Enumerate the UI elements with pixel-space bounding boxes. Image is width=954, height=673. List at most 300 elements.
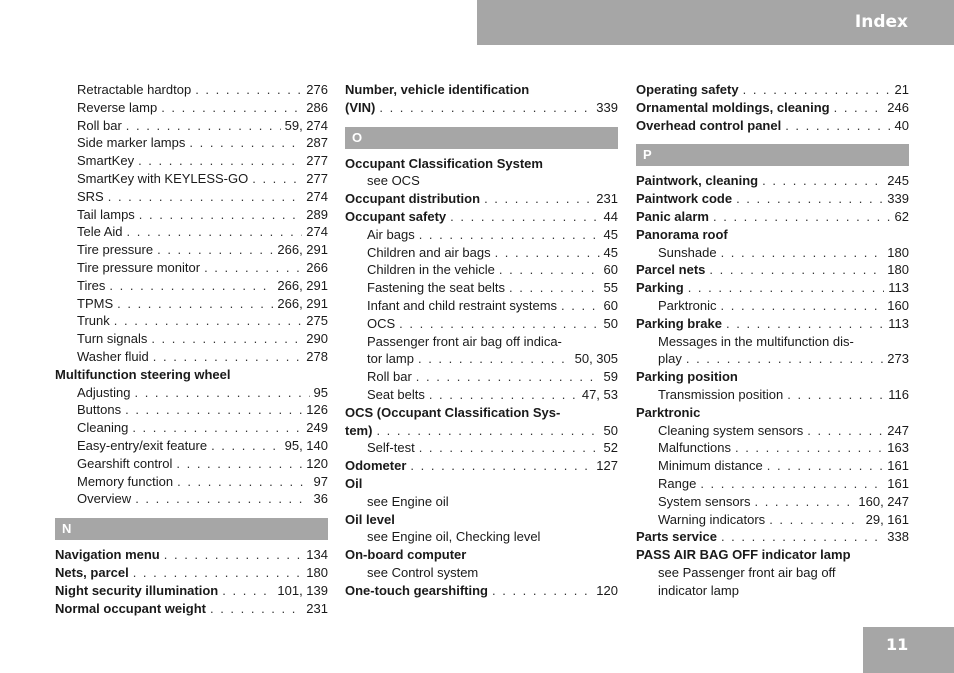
dot-leader: [416, 368, 600, 386]
index-term: Fastening the seat belts: [367, 280, 506, 296]
dot-leader: [419, 439, 600, 457]
page-reference: 273: [887, 351, 909, 367]
page-reference: 60: [603, 262, 618, 278]
index-entry: [345, 386, 618, 404]
dot-leader: [399, 315, 599, 333]
dot-leader: [419, 226, 600, 244]
index-column-2: [345, 81, 618, 600]
entry-list: [636, 81, 909, 134]
page-reference: 287: [306, 135, 328, 151]
index-entry: [55, 81, 328, 99]
index-term: On-board computer: [345, 547, 467, 563]
dot-leader: [713, 208, 891, 226]
index-term: Nets, parcel: [55, 564, 129, 580]
page-reference: 338: [887, 529, 909, 545]
dot-leader: [125, 401, 302, 419]
index-term: see Passenger front air bag off: [658, 564, 836, 580]
index-term: tem): [345, 422, 373, 438]
index-term: Odometer: [345, 458, 407, 474]
page-reference: 95: [313, 384, 328, 400]
page-reference: 278: [306, 348, 328, 364]
page-reference: 290: [306, 331, 328, 347]
page-reference: 50: [603, 422, 618, 438]
dot-leader: [135, 490, 309, 508]
dot-leader: [495, 244, 600, 262]
index-term: Reverse lamp: [77, 99, 158, 115]
page-reference: 55: [603, 280, 618, 296]
index-entry: [345, 261, 618, 279]
index-term: OCS (Occupant Classification Sys-: [345, 404, 561, 420]
page-reference: 180: [887, 244, 909, 260]
index-term: Parcel nets: [636, 262, 706, 278]
index-term: Minimum distance: [658, 458, 763, 474]
index-term: Tire pressure: [77, 242, 154, 258]
page-reference: 45: [603, 244, 618, 260]
index-entry: [55, 206, 328, 224]
index-entry: [636, 528, 909, 546]
page-reference: 231: [306, 600, 328, 616]
index-entry: [636, 511, 909, 529]
index-entry: [345, 190, 618, 208]
page-reference: 97: [313, 473, 328, 489]
dot-leader: [721, 297, 884, 315]
index-column-3: [636, 81, 909, 600]
page-reference: 160: [887, 297, 909, 313]
index-term: Washer fluid: [77, 348, 149, 364]
dot-leader: [735, 439, 883, 457]
page-reference: 127: [596, 458, 618, 474]
dot-leader: [222, 582, 273, 600]
entry-list: [636, 172, 909, 599]
page-reference: 339: [887, 191, 909, 207]
page-reference: 62: [894, 208, 909, 224]
dot-leader: [767, 457, 884, 475]
dot-leader: [787, 386, 884, 404]
index-entry: [345, 582, 618, 600]
dot-leader: [376, 422, 599, 440]
page-reference: 266, 291: [277, 295, 328, 311]
index-term: Parktronic: [636, 404, 701, 420]
dot-leader: [688, 279, 885, 297]
page-reference: 21: [894, 82, 909, 97]
dot-leader: [195, 81, 302, 99]
page-reference: 161: [887, 458, 909, 474]
page-reference: 113: [888, 280, 909, 296]
index-entry: [636, 172, 909, 190]
index-term: Oil: [345, 475, 363, 491]
index-entry: [345, 279, 618, 297]
entry-list: [55, 546, 328, 617]
dot-leader: [151, 330, 302, 348]
index-term: Paintwork code: [636, 191, 733, 207]
index-entry: [55, 437, 328, 455]
index-entry: [345, 155, 618, 173]
index-entry: [55, 134, 328, 152]
index-term: Panorama roof: [636, 226, 728, 242]
index-entry: [636, 333, 909, 351]
index-entry: [345, 404, 618, 422]
index-entry: [345, 81, 618, 99]
index-term: Tire pressure monitor: [77, 259, 201, 275]
index-term: Navigation menu: [55, 547, 160, 563]
index-term: Trunk: [77, 313, 110, 329]
index-term: tor lamp: [367, 351, 414, 367]
page-reference: 180: [306, 564, 328, 580]
page-reference: 277: [306, 170, 328, 186]
dot-leader: [429, 386, 578, 404]
index-entry: [636, 439, 909, 457]
index-entry: [345, 564, 618, 582]
index-entry: [636, 368, 909, 386]
page-reference: 50: [603, 315, 618, 331]
dot-leader: [108, 188, 303, 206]
dot-leader: [157, 241, 273, 259]
page-reference: 274: [306, 224, 328, 240]
index-term: Parking brake: [636, 315, 722, 331]
page-reference: 126: [306, 402, 328, 418]
page-reference: 180: [887, 262, 909, 278]
index-term: Parts service: [636, 529, 717, 545]
index-term: Turn signals: [77, 331, 148, 347]
index-term: see Engine oil: [367, 493, 449, 509]
index-term: Overview: [77, 491, 132, 507]
index-entry: [636, 404, 909, 422]
index-term: Transmission position: [658, 386, 784, 402]
page-reference: 289: [306, 206, 328, 222]
page-reference: 246: [887, 99, 909, 115]
dot-leader: [499, 261, 600, 279]
index-term: Overhead control panel: [636, 117, 782, 133]
index-term: Side marker lamps: [77, 135, 186, 151]
dot-leader: [176, 455, 302, 473]
index-entry: [55, 473, 328, 491]
page-reference: 266: [306, 259, 328, 275]
page-reference: 101, 139: [277, 582, 328, 598]
page-reference: 266, 291: [277, 277, 328, 293]
page-reference: 274: [306, 188, 328, 204]
dot-leader: [114, 312, 303, 330]
dot-leader: [736, 190, 883, 208]
index-entry: [636, 117, 909, 135]
index-entry: [55, 99, 328, 117]
index-term: Cleaning: [77, 420, 129, 436]
index-entry: [636, 297, 909, 315]
dot-leader: [484, 190, 592, 208]
page-reference: 231: [596, 191, 618, 207]
index-entry: [345, 208, 618, 226]
index-term: SmartKey: [77, 153, 135, 169]
dot-leader: [379, 99, 592, 117]
index-term: Number, vehicle identification: [345, 82, 530, 97]
index-term: Buttons: [77, 402, 122, 418]
dot-leader: [721, 244, 884, 262]
index-term: indicator lamp: [658, 582, 739, 598]
page-reference: 50, 305: [574, 351, 618, 367]
index-term: OCS: [367, 315, 396, 331]
index-entry: [345, 511, 618, 529]
index-term: Warning indicators: [658, 511, 766, 527]
index-term: see Control system: [367, 564, 479, 580]
index-entry: [345, 528, 618, 546]
index-entry: [636, 261, 909, 279]
dot-leader: [709, 261, 883, 279]
dot-leader: [762, 172, 883, 190]
page-reference: 47, 53: [581, 386, 618, 402]
index-term: Parking position: [636, 369, 738, 385]
index-entry: [636, 546, 909, 564]
index-entry: [55, 170, 328, 188]
page-number: 11: [863, 627, 954, 673]
index-entry: [55, 366, 328, 384]
dot-leader: [138, 152, 302, 170]
index-term: Occupant distribution: [345, 191, 481, 207]
index-term: One-touch gearshifting: [345, 582, 488, 598]
index-term: TPMS: [77, 295, 114, 311]
page-reference: 95, 140: [284, 437, 328, 453]
index-entry: [345, 99, 618, 117]
index-term: Seat belts: [367, 386, 425, 402]
index-entry: [55, 490, 328, 508]
page-reference: 120: [596, 582, 618, 598]
index-entry: [636, 315, 909, 333]
index-entry: [636, 279, 909, 297]
page-reference: 59: [603, 369, 618, 385]
index-entry: [636, 386, 909, 404]
dot-leader: [117, 295, 273, 313]
index-entry: [345, 315, 618, 333]
dot-leader: [126, 117, 281, 135]
dot-leader: [252, 170, 302, 188]
index-entry: [345, 493, 618, 511]
index-entry: [55, 401, 328, 419]
entry-list: [345, 81, 618, 117]
dot-leader: [132, 419, 302, 437]
index-entry: [55, 312, 328, 330]
index-term: Roll bar: [367, 369, 412, 385]
index-entry: [55, 419, 328, 437]
dot-leader: [204, 259, 302, 277]
index-entry: [55, 241, 328, 259]
index-term: Air bags: [367, 226, 415, 242]
index-entry: [345, 297, 618, 315]
index-term: Panic alarm: [636, 208, 709, 224]
entry-list: [345, 155, 618, 600]
index-entry: [55, 384, 328, 402]
index-term: Normal occupant weight: [55, 600, 206, 616]
index-term: Sunshade: [658, 244, 717, 260]
index-entry: [345, 368, 618, 386]
page-reference: 276: [306, 82, 328, 97]
index-entry: [55, 348, 328, 366]
index-entry: [636, 244, 909, 262]
index-term: Range: [658, 475, 697, 491]
index-term: Roll bar: [77, 117, 122, 133]
index-term: Parktronic: [658, 297, 717, 313]
index-entry: [345, 350, 618, 368]
index-entry: [636, 99, 909, 117]
index-entry: [55, 295, 328, 313]
page-reference: 277: [306, 153, 328, 169]
index-term: Easy-entry/exit feature: [77, 437, 208, 453]
dot-leader: [807, 422, 883, 440]
index-term: see Engine oil, Checking level: [367, 529, 541, 545]
index-entry: [636, 564, 909, 582]
index-entry: [636, 226, 909, 244]
index-term: Tail lamps: [77, 206, 135, 222]
dot-leader: [161, 99, 302, 117]
page-reference: 249: [306, 420, 328, 436]
dot-leader: [785, 117, 890, 135]
index-entry: [636, 475, 909, 493]
page-reference: 120: [306, 455, 328, 471]
index-term: Operating safety: [636, 82, 739, 97]
page-reference: 59, 274: [284, 117, 328, 133]
page-reference: 44: [603, 208, 618, 224]
index-term: Multifunction steering wheel: [55, 366, 231, 382]
index-entry: [345, 457, 618, 475]
index-term: Children in the vehicle: [367, 262, 495, 278]
index-term: play: [658, 351, 682, 367]
page-reference: 161: [887, 475, 909, 491]
dot-leader: [410, 457, 592, 475]
index-entry: [55, 188, 328, 206]
index-term: Retractable hardtop: [77, 82, 192, 97]
index-entry: [636, 493, 909, 511]
dot-leader: [153, 348, 303, 366]
page-reference: 36: [313, 491, 328, 507]
index-term: (VIN): [345, 99, 376, 115]
page-reference: 29, 161: [865, 511, 909, 527]
index-term: Malfunctions: [658, 440, 731, 456]
dot-leader: [726, 315, 884, 333]
dot-leader: [210, 600, 302, 618]
index-term: System sensors: [658, 493, 751, 509]
dot-leader: [418, 350, 571, 368]
page-reference: 52: [603, 440, 618, 456]
dot-leader: [561, 297, 600, 315]
index-term: Occupant Classification System: [345, 155, 543, 171]
index-entry: [55, 330, 328, 348]
index-entry: [55, 600, 328, 618]
section-letter-p: P: [636, 144, 909, 166]
index-term: Tires: [77, 277, 106, 293]
index-entry: [345, 422, 618, 440]
page-reference: 113: [888, 315, 909, 331]
page-reference: 286: [306, 99, 328, 115]
index-entry: [345, 226, 618, 244]
entry-list: [55, 81, 328, 508]
index-entry: [636, 208, 909, 226]
index-entry: [345, 475, 618, 493]
page-reference: 134: [306, 547, 328, 563]
index-entry: [636, 582, 909, 600]
index-entry: [55, 117, 328, 135]
dot-leader: [133, 564, 303, 582]
dot-leader: [686, 350, 883, 368]
dot-leader: [211, 437, 281, 455]
index-term: Ornamental moldings, cleaning: [636, 99, 830, 115]
dot-leader: [177, 473, 309, 491]
index-entry: [55, 259, 328, 277]
dot-leader: [700, 475, 883, 493]
index-entry: [636, 81, 909, 99]
index-entry: [55, 455, 328, 473]
index-entry: [636, 350, 909, 368]
index-entry: [636, 190, 909, 208]
index-entry: [55, 152, 328, 170]
page-reference: 160, 247: [858, 493, 909, 509]
index-term: Gearshift control: [77, 455, 173, 471]
index-term: Oil level: [345, 511, 395, 527]
index-entry: [55, 223, 328, 241]
index-entry: [55, 546, 328, 564]
index-term: Children and air bags: [367, 244, 491, 260]
dot-leader: [134, 384, 309, 402]
index-term: PASS AIR BAG OFF indicator lamp: [636, 547, 851, 563]
index-term: SRS: [77, 188, 104, 204]
dot-leader: [127, 223, 303, 241]
dot-leader: [509, 279, 600, 297]
index-entry: [636, 422, 909, 440]
index-column-1: [55, 81, 328, 617]
dot-leader: [492, 582, 592, 600]
page-reference: 116: [888, 386, 909, 402]
index-entry: [55, 277, 328, 295]
index-term: Night security illumination: [55, 582, 219, 598]
section-header-bar: [477, 0, 954, 45]
page-reference: 40: [894, 117, 909, 133]
page-reference: 163: [887, 440, 909, 456]
page-reference: 275: [306, 313, 328, 329]
page-reference: 45: [603, 226, 618, 242]
index-entry: [55, 564, 328, 582]
index-term: Cleaning system sensors: [658, 422, 804, 438]
index-term: Self-test: [367, 440, 415, 456]
page-reference: 60: [603, 297, 618, 313]
dot-leader: [769, 511, 861, 529]
index-entry: [345, 172, 618, 190]
dot-leader: [450, 208, 599, 226]
index-term: see OCS: [367, 173, 420, 189]
page-reference: 339: [596, 99, 618, 115]
dot-leader: [139, 206, 303, 224]
page-reference: 247: [887, 422, 909, 438]
section-title: Index: [854, 12, 908, 32]
index-term: Occupant safety: [345, 208, 447, 224]
dot-leader: [189, 134, 302, 152]
section-letter-n: N: [55, 518, 328, 540]
index-entry: [345, 244, 618, 262]
index-entry: [345, 333, 618, 351]
index-entry: [345, 546, 618, 564]
index-term: Parking: [636, 280, 684, 296]
index-term: Infant and child restraint systems: [367, 297, 558, 313]
page-reference: 266, 291: [277, 242, 328, 258]
index-entry: [345, 439, 618, 457]
dot-leader: [721, 528, 883, 546]
page-reference: 245: [887, 173, 909, 189]
index-term: Passenger front air bag off indica-: [367, 333, 562, 349]
index-term: Adjusting: [77, 384, 131, 400]
section-letter-o: O: [345, 127, 618, 149]
index-entry: [55, 582, 328, 600]
index-term: SmartKey with KEYLESS-GO: [77, 170, 249, 186]
index-term: Paintwork, cleaning: [636, 173, 759, 189]
dot-leader: [164, 546, 303, 564]
dot-leader: [109, 277, 273, 295]
index-term: Tele Aid: [77, 224, 123, 240]
dot-leader: [754, 493, 854, 511]
